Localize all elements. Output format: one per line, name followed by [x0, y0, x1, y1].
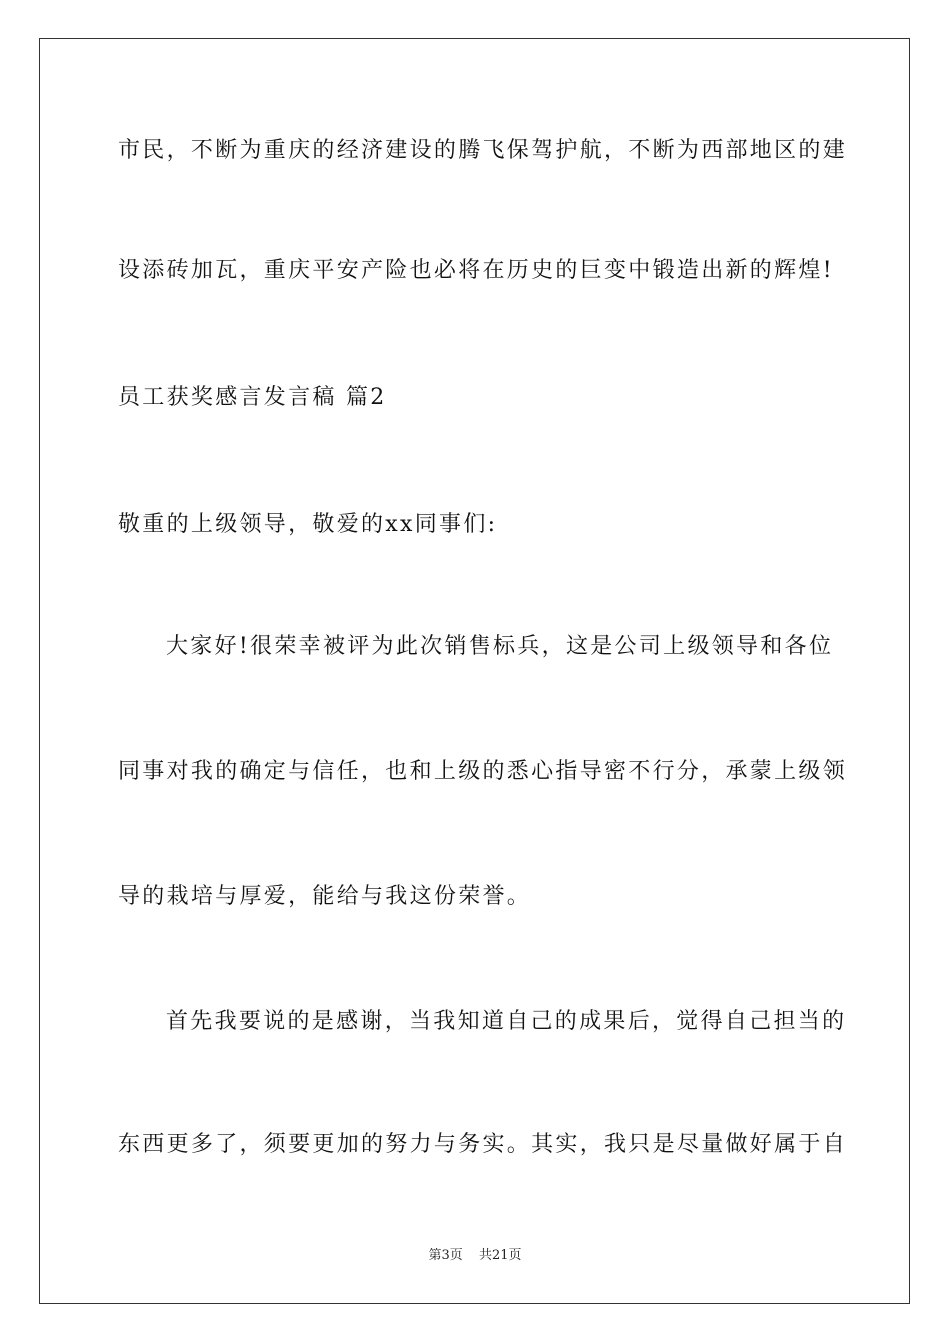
page-footer	[0, 1247, 950, 1265]
page-border	[39, 38, 910, 1304]
body-line-2: 设添砖加瓦，重庆平安产险也必将在历史的巨变中锻造出新的辉煌!	[118, 258, 834, 283]
body-line-5: 导的栽培与厚爱，能给与我这份荣誉。	[118, 884, 532, 909]
body-line-3: 大家好!很荣幸被评为此次销售标兵，这是公司上级领导和各位	[166, 634, 834, 659]
salutation-line: 敬重的上级领导，敬爱的xx同事们:	[118, 512, 498, 537]
body-line-4: 同事对我的确定与信任，也和上级的悉心指导密不行分，承蒙上级领	[118, 759, 848, 784]
page-number: 第3页	[428, 1248, 463, 1263]
body-line-6: 首先我要说的是感谢，当我知道自己的成果后，觉得自己担当的	[166, 1009, 847, 1034]
section-heading: 员工获奖感言发言稿 篇2	[118, 385, 387, 410]
body-line-7: 东西更多了，须要更加的努力与务实。其实，我只是尽量做好属于自	[118, 1132, 848, 1157]
page-total: 共21页	[478, 1248, 522, 1263]
body-line-1: 市民，不断为重庆的经济建设的腾飞保驾护航，不断为西部地区的建	[118, 138, 848, 163]
